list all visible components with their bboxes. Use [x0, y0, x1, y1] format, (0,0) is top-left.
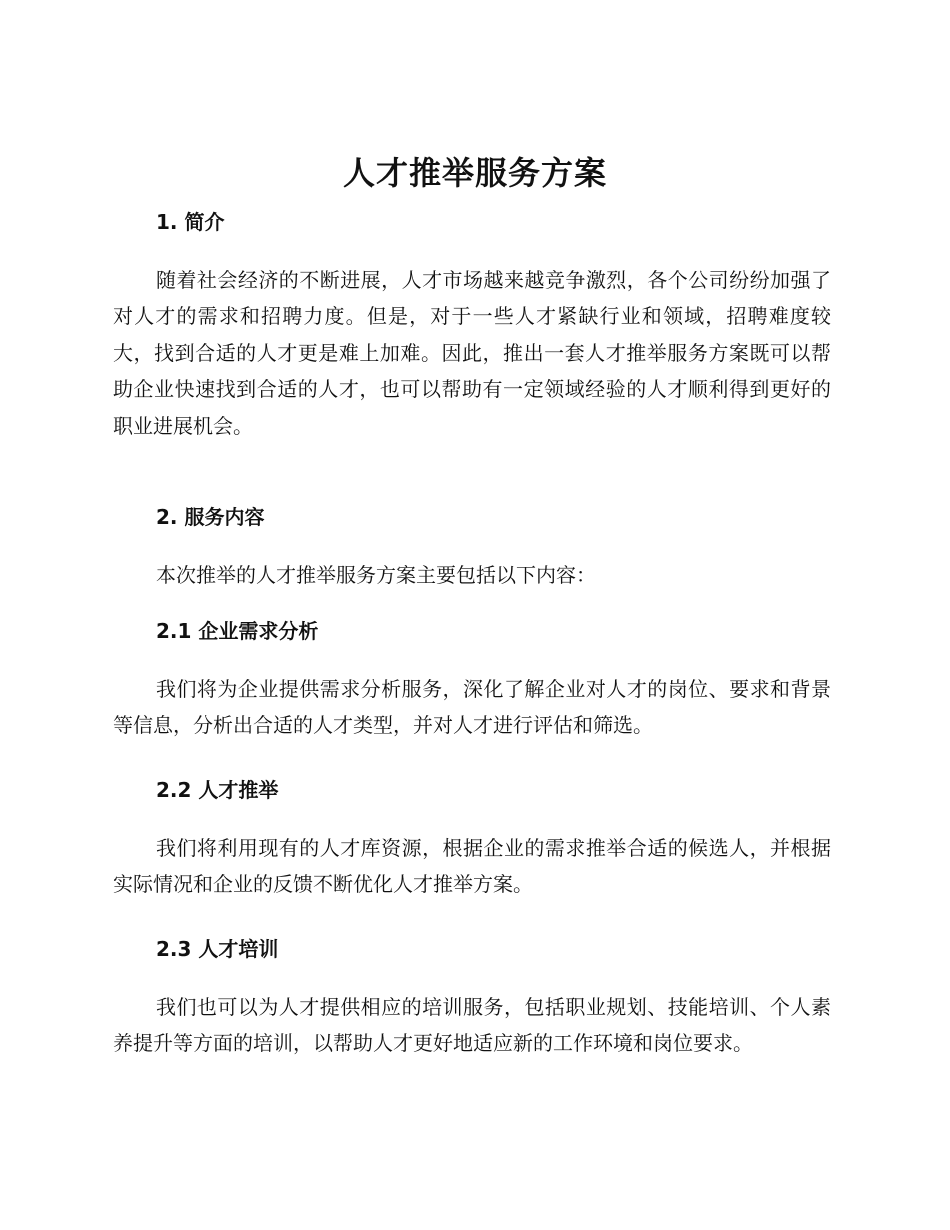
section-paragraph-talent-training: 我们也可以为人才提供相应的培训服务，包括职业规划、技能培训、个人素养提升等方面的培训，以帮助人才更好地适应新的工作环境和岗位要求。	[113, 995, 831, 1056]
section-heading-service-content: 2. 服务内容	[156, 505, 265, 529]
section-paragraph-talent-recommendation: 我们将利用现有的人才库资源，根据企业的需求推举合适的候选人，并根据实际情况和企业的反馈不断优化人才推举方案。	[113, 836, 831, 897]
section-heading-talent-training: 2.3 人才培训	[156, 937, 279, 961]
section-paragraph-service-content: 本次推举的人才推举服务方案主要包括以下内容：	[156, 563, 596, 587]
section-heading-demand-analysis: 2.1 企业需求分析	[156, 619, 319, 643]
document-title: 人才推举服务方案	[342, 154, 607, 192]
section-heading-talent-recommendation: 2.2 人才推举	[156, 778, 279, 802]
section-heading-intro: 1. 简介	[156, 210, 225, 234]
section-paragraph-demand-analysis: 我们将为企业提供需求分析服务，深化了解企业对人才的岗位、要求和背景等信息，分析出合适的人才类型，并对人才进行评估和筛选。	[113, 677, 831, 738]
section-paragraph-intro: 随着社会经济的不断进展，人才市场越来越竞争激烈，各个公司纷纷加强了对人才的需求和招聘力度。但是，对于一些人才紧缺行业和领域，招聘难度较大，找到合适的人才更是难上加难。因此，推出一套人才推举服务方案既可以帮助企业快速找到合适的人才，也可以帮助有一定领域经验的人才顺利得到更好的职业进展机会。	[113, 268, 831, 438]
